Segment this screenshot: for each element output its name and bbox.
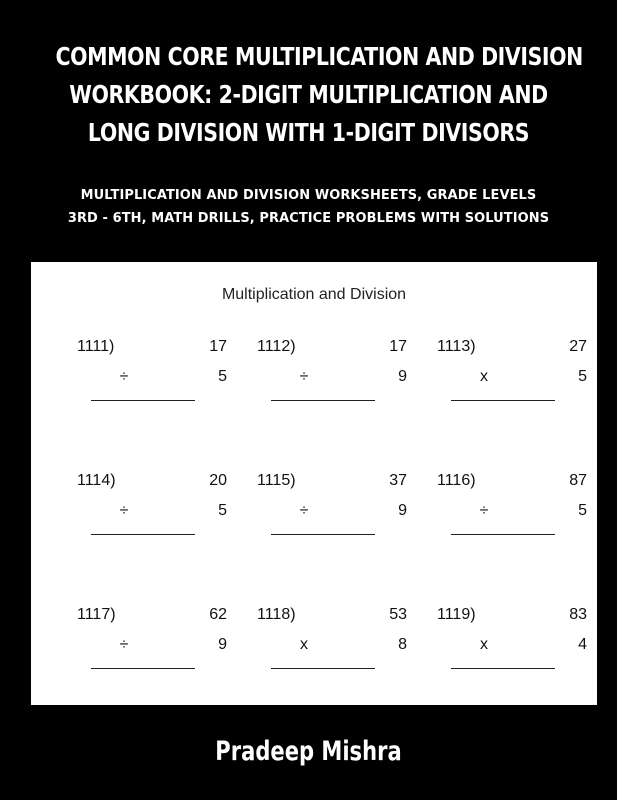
problem-1116 <box>437 472 587 552</box>
problem-number: 1119) <box>437 606 476 623</box>
problem-number: 1117) <box>77 606 116 623</box>
problem-operand-a: 27 <box>569 338 587 355</box>
problem-operator: ÷ <box>119 502 129 519</box>
problem-1114 <box>77 472 227 552</box>
problem-1111 <box>77 338 227 418</box>
answer-line <box>271 534 375 535</box>
problem-operator: x <box>480 636 488 653</box>
problem-operator: ÷ <box>119 368 129 385</box>
problem-operand-a: 17 <box>389 338 407 355</box>
problem-operator: ÷ <box>479 502 489 519</box>
answer-line <box>271 668 375 669</box>
problem-operator: x <box>480 368 488 385</box>
problem-number: 1113) <box>437 338 476 355</box>
problem-number: 1116) <box>437 472 476 489</box>
book-subtitle <box>12 184 604 230</box>
problem-operand-a: 87 <box>569 472 587 489</box>
problem-1117 <box>77 606 227 686</box>
book-subtitle-line-2: 3RD - 6TH, MATH DRILLS, PRACTICE PROBLEMS WITH SOLUTIONS <box>67 210 550 226</box>
problem-number: 1115) <box>257 472 296 489</box>
problem-operand-b: 9 <box>398 502 407 519</box>
problem-operator: x <box>300 636 308 653</box>
answer-line <box>451 668 555 669</box>
answer-line <box>451 400 555 401</box>
answer-line <box>271 400 375 401</box>
problem-number: 1118) <box>257 606 296 623</box>
book-title-line-2: WORKBOOK: 2-DIGIT MULTIPLICATION AND <box>69 80 548 109</box>
book-title-line-3: LONG DIVISION WITH 1-DIGIT DIVISORS <box>87 118 530 147</box>
problem-operand-b: 9 <box>398 368 407 385</box>
worksheet-title: Multiplication and Division <box>221 286 407 303</box>
problem-operand-a: 17 <box>209 338 227 355</box>
problem-operand-a: 83 <box>569 606 587 623</box>
answer-line <box>91 668 195 669</box>
author-name: Pradeep Mishra <box>215 736 402 767</box>
problem-number: 1114) <box>77 472 116 489</box>
problem-operand-b: 5 <box>218 368 227 385</box>
answer-line <box>91 400 195 401</box>
book-title <box>55 38 583 152</box>
problem-operand-b: 5 <box>218 502 227 519</box>
problem-operand-a: 37 <box>389 472 407 489</box>
problem-operand-b: 5 <box>578 368 587 385</box>
answer-line <box>91 534 195 535</box>
worksheet-preview <box>31 262 597 705</box>
problem-operator: ÷ <box>299 368 309 385</box>
problem-number: 1111) <box>77 338 115 355</box>
problem-operand-b: 5 <box>578 502 587 519</box>
answer-line <box>451 534 555 535</box>
book-title-line-1: COMMON CORE MULTIPLICATION AND DIVISION <box>55 42 583 71</box>
problem-operator: ÷ <box>299 502 309 519</box>
problem-operand-a: 62 <box>209 606 227 623</box>
problem-operand-a: 53 <box>389 606 407 623</box>
problem-1119 <box>437 606 587 686</box>
problem-1118 <box>257 606 407 686</box>
problem-operand-b: 9 <box>218 636 227 653</box>
problem-operand-a: 20 <box>209 472 227 489</box>
problem-operand-b: 4 <box>578 636 587 653</box>
book-subtitle-line-1: MULTIPLICATION AND DIVISION WORKSHEETS, GRADE LEVELS <box>80 187 537 203</box>
problem-1115 <box>257 472 407 552</box>
problem-1113 <box>437 338 587 418</box>
problem-1112 <box>257 338 407 418</box>
problem-operator: ÷ <box>119 636 129 653</box>
problem-operand-b: 8 <box>398 636 407 653</box>
problem-number: 1112) <box>257 338 296 355</box>
